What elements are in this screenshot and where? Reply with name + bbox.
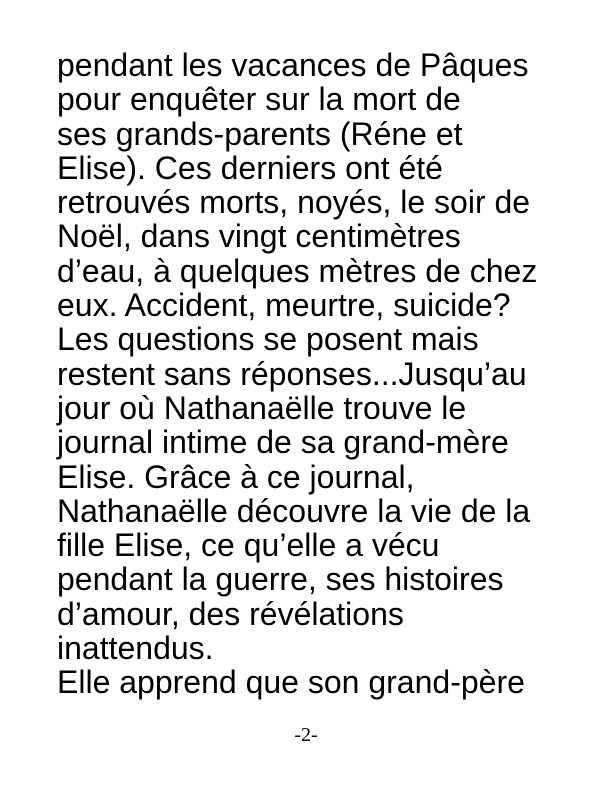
page-number: -2- [294, 724, 318, 746]
text-line: restent sans réponses...Jusqu’au [57, 355, 527, 392]
text-line: journal intime de sa grand-mère [57, 424, 509, 461]
body-text [57, 48, 577, 700]
text-line: jour où Nathanaëlle trouve le [57, 389, 467, 426]
text-line: Les questions se posent mais [57, 321, 479, 358]
text-line: Elise). Ces derniers ont été [57, 149, 443, 186]
text-line: d’eau, à quelques mètres de chez [57, 252, 538, 289]
text-line: inattendus. [57, 630, 214, 667]
text-line: d’amour, des révélations [57, 595, 404, 632]
text-line: fille Elise, ce qu’elle a vécu [57, 527, 440, 564]
text-line: pendant les vacances de Pâques [57, 47, 529, 83]
text-line: Noël, dans vingt centimètres [57, 218, 461, 255]
text-line: Elise. Grâce à ce journal, [57, 458, 415, 495]
text-line: eux. Accident, meurtre, suicide? [57, 287, 511, 324]
text-line: Nathanaëlle découvre la vie de la [57, 492, 531, 529]
text-line: pour enquêter sur la mort de [57, 81, 461, 118]
text-line: ses grands-parents (Réne et [57, 115, 463, 152]
text-line: pendant la guerre, ses histoires [57, 561, 504, 598]
text-line: Elle apprend que son grand-père [57, 664, 525, 701]
text-line: retrouvés morts, noyés, le soir de [57, 184, 531, 221]
